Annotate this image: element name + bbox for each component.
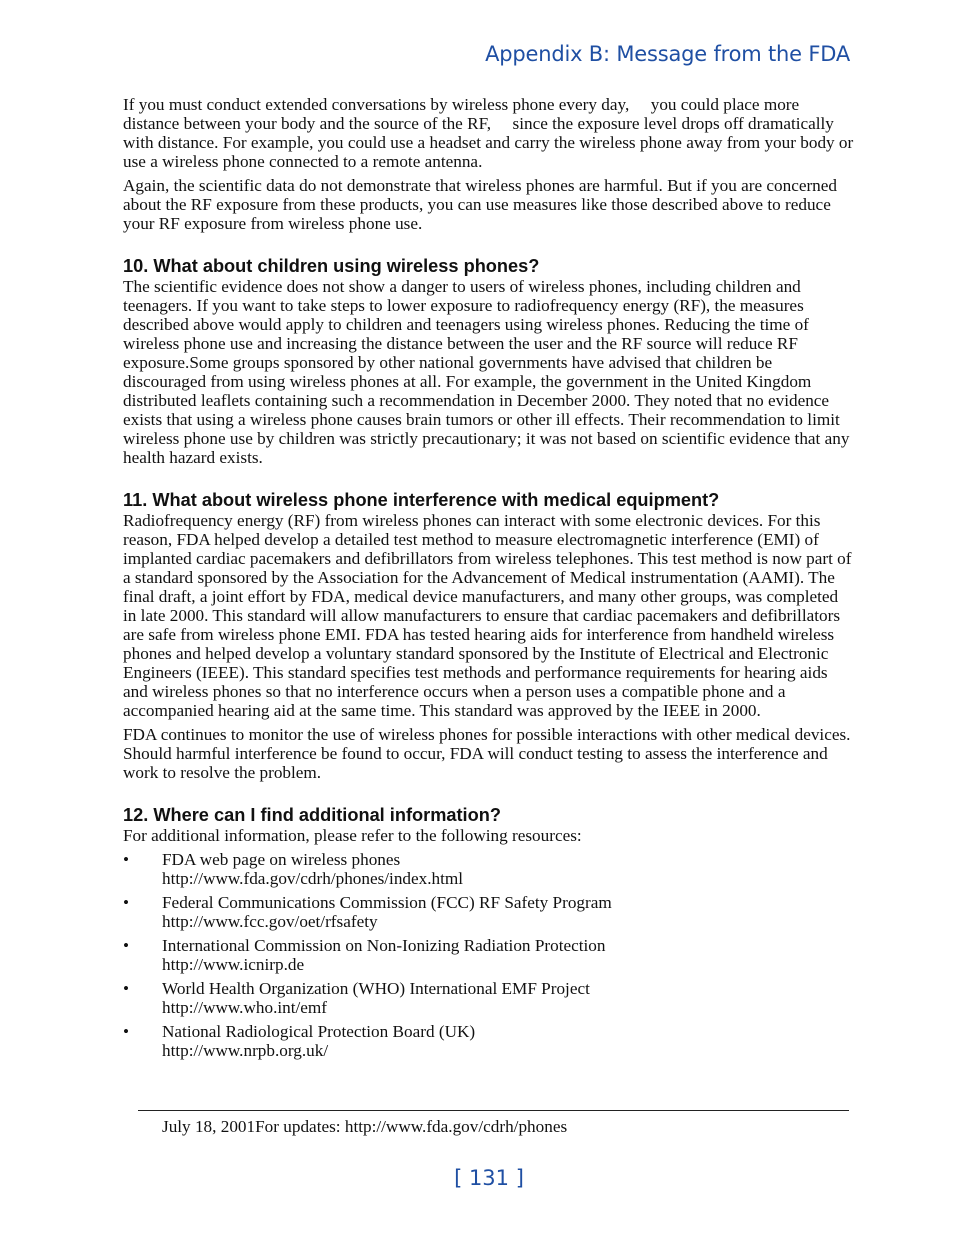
resource-title: International Commission on Non-Ionizing Radiation Protection bbox=[162, 936, 606, 955]
section-10-heading: 10. What about children using wireless phones? bbox=[123, 256, 540, 276]
paragraph-extended-conversations: If you must conduct extended conversations by wireless phone every day, you could place more distance between your body and the source of the RF, since the exposure level drops off dramatically with distance. For example, you could use a headset and carry the wireless phone away from your body or use a wireless phone connected to a remote antenna. bbox=[123, 95, 858, 171]
list-item bbox=[123, 936, 855, 974]
resource-list bbox=[123, 850, 855, 1060]
bullet-icon: • bbox=[123, 893, 130, 912]
resource-title: FDA web page on wireless phones bbox=[162, 850, 401, 869]
list-item bbox=[123, 979, 855, 1017]
footnote: July 18, 2001For updates: http://www.fda.gov/cdrh/phones bbox=[162, 1117, 568, 1136]
resource-title: National Radiological Protection Board (UK) bbox=[162, 1022, 476, 1041]
bullet-icon: • bbox=[123, 979, 130, 998]
section-10-body: The scientific evidence does not show a danger to users of wireless phones, including children and teenagers. If you want to take steps to lower exposure to radiofrequency energy (RF), the measures described above would apply to children and teenagers using wireless phones. Reducing the time of wireless phone use and increasing the distance between the user and the RF source will reduce RF exposure.Some groups sponsored by other national governments have advised that children be discouraged from using wireless phones at all. For example, the government in the United Kingdom distributed leaflets containing such a recommendation in December 2000. They noted that no evidence exists that using a wireless phone causes brain tumors or other ill effects. Their recommendation to limit wireless phone use by children was strictly precautionary; it was not based on scientific evidence that any health hazard exists. bbox=[123, 277, 850, 467]
running-header: Appendix B: Message from the FDA bbox=[485, 42, 850, 66]
list-item bbox=[123, 1022, 855, 1060]
list-item bbox=[123, 893, 855, 931]
resource-url[interactable]: http://www.icnirp.de bbox=[162, 955, 305, 974]
section-11-heading: 11. What about wireless phone interference with medical equipment? bbox=[123, 490, 720, 510]
resource-url[interactable]: http://www.fda.gov/cdrh/phones/index.html bbox=[162, 869, 464, 888]
page-number: [ 131 ] bbox=[454, 1166, 524, 1190]
section-12-intro: For additional information, please refer to the following resources: bbox=[123, 826, 582, 845]
section-12-heading: 12. Where can I find additional information? bbox=[123, 805, 501, 825]
footnote-divider bbox=[138, 1110, 849, 1111]
resource-url[interactable]: http://www.fcc.gov/oet/rfsafety bbox=[162, 912, 378, 931]
bullet-icon: • bbox=[123, 1022, 130, 1041]
section-11-body-1: Radiofrequency energy (RF) from wireless phones can interact with some electronic devices. For this reason, FDA helped develop a detailed test method to measure electromagnetic interference (EMI) of implanted cardiac pacemakers and defibrillators from wireless telephones. This test method is now part of a standard sponsored by the Association for the Advancement of Medical instrumentation (AAMI). The final draft, a joint effort by FDA, medical device manufacturers, and many other groups, was completed in late 2000. This standard will allow manufacturers to ensure that cardiac pacemakers and defibrillators are safe from wireless phone EMI. FDA has tested hearing aids for interference from handheld wireless phones and helped develop a voluntary standard sponsored by the Institute of Electrical and Electronic Engineers (IEEE). This standard specifies test methods and performance requirements for hearing aids and wireless phones so that no interference occurs when a person uses a compatible phone and a accompanied hearing aid at the same time. This standard was approved by the IEEE in 2000. bbox=[123, 511, 852, 720]
resource-title: World Health Organization (WHO) International EMF Project bbox=[162, 979, 590, 998]
list-item bbox=[123, 850, 855, 888]
bullet-icon: • bbox=[123, 850, 130, 869]
paragraph-scientific-data: Again, the scientific data do not demonstrate that wireless phones are harmful. But if you are concerned about the RF exposure from these products, you can use measures like those described above to reduce your RF exposure from wireless phone use. bbox=[123, 176, 837, 233]
bullet-icon: • bbox=[123, 936, 130, 955]
section-11-body-2: FDA continues to monitor the use of wireless phones for possible interactions with other medical devices. Should harmful interference be found to occur, FDA will conduct testing to assess the interference and work to resolve the problem. bbox=[123, 725, 851, 782]
resource-title: Federal Communications Commission (FCC) RF Safety Program bbox=[162, 893, 612, 912]
resource-url[interactable]: http://www.nrpb.org.uk/ bbox=[162, 1041, 329, 1060]
main-content bbox=[123, 95, 858, 1065]
resource-url[interactable]: http://www.who.int/emf bbox=[162, 998, 328, 1017]
